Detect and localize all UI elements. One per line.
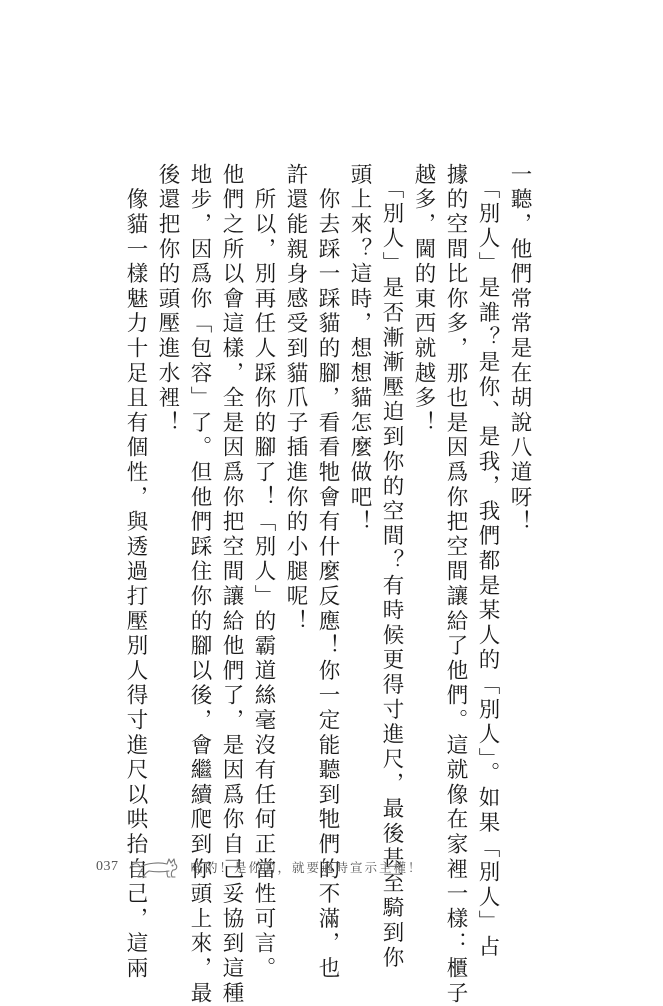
text-column-1: 一聽，他們常常是在胡說八道呀！	[507, 163, 532, 535]
text-column-12: 後還把你的頭壓進水裡！	[155, 163, 180, 436]
text-column-8: 許還能親身感受到貓爪子插進你的小腿呢！	[283, 163, 308, 635]
page-number: 037	[96, 859, 119, 874]
text-column-3: 據的空間比你多，那也是因爲你把空間讓給了他們。這就像在家裡一樣：櫃子	[443, 163, 468, 1006]
cat-icon	[127, 854, 183, 880]
text-column-2: 「別人」是誰？是你、是我，我們都是某人的「別人」。如果「別人」占	[475, 163, 500, 960]
text-column-4: 越多，閫的東西就越多！	[411, 163, 436, 436]
text-column-6: 頭上來？這時，想想貓怎麼做吧！	[347, 163, 372, 535]
text-column-11: 地步，因爲你「包容」了。但他們踩住你的腳以後，會繼續爬到你頭上來，最	[187, 163, 212, 1006]
text-column-5: 「別人」是否漸漸壓迫到你的空間？有時候更得寸進尺，最後甚至騎到你	[379, 163, 404, 971]
text-column-13: 像貓一樣魅力十足且有個性，與透過打壓別人得寸進尺以哄抬自己，這兩	[123, 163, 148, 982]
running-title: 喵的！是你的，就要適時宣示主權！	[190, 860, 423, 875]
page-footer	[96, 852, 423, 882]
text-column-10: 他們之所以會這樣，全是因爲你把空間讓給他們了，是因爲你自己妥協到這種	[219, 163, 244, 1006]
text-column-7: 你去踩一踩貓的腳，看看牠會有什麼反應！你一定能聽到牠們的不滿，也	[315, 163, 340, 982]
text-column-9: 所以，別再任人踩你的腳了！「別人」的霸道絲毫沒有任何正當性可言。	[251, 163, 276, 982]
